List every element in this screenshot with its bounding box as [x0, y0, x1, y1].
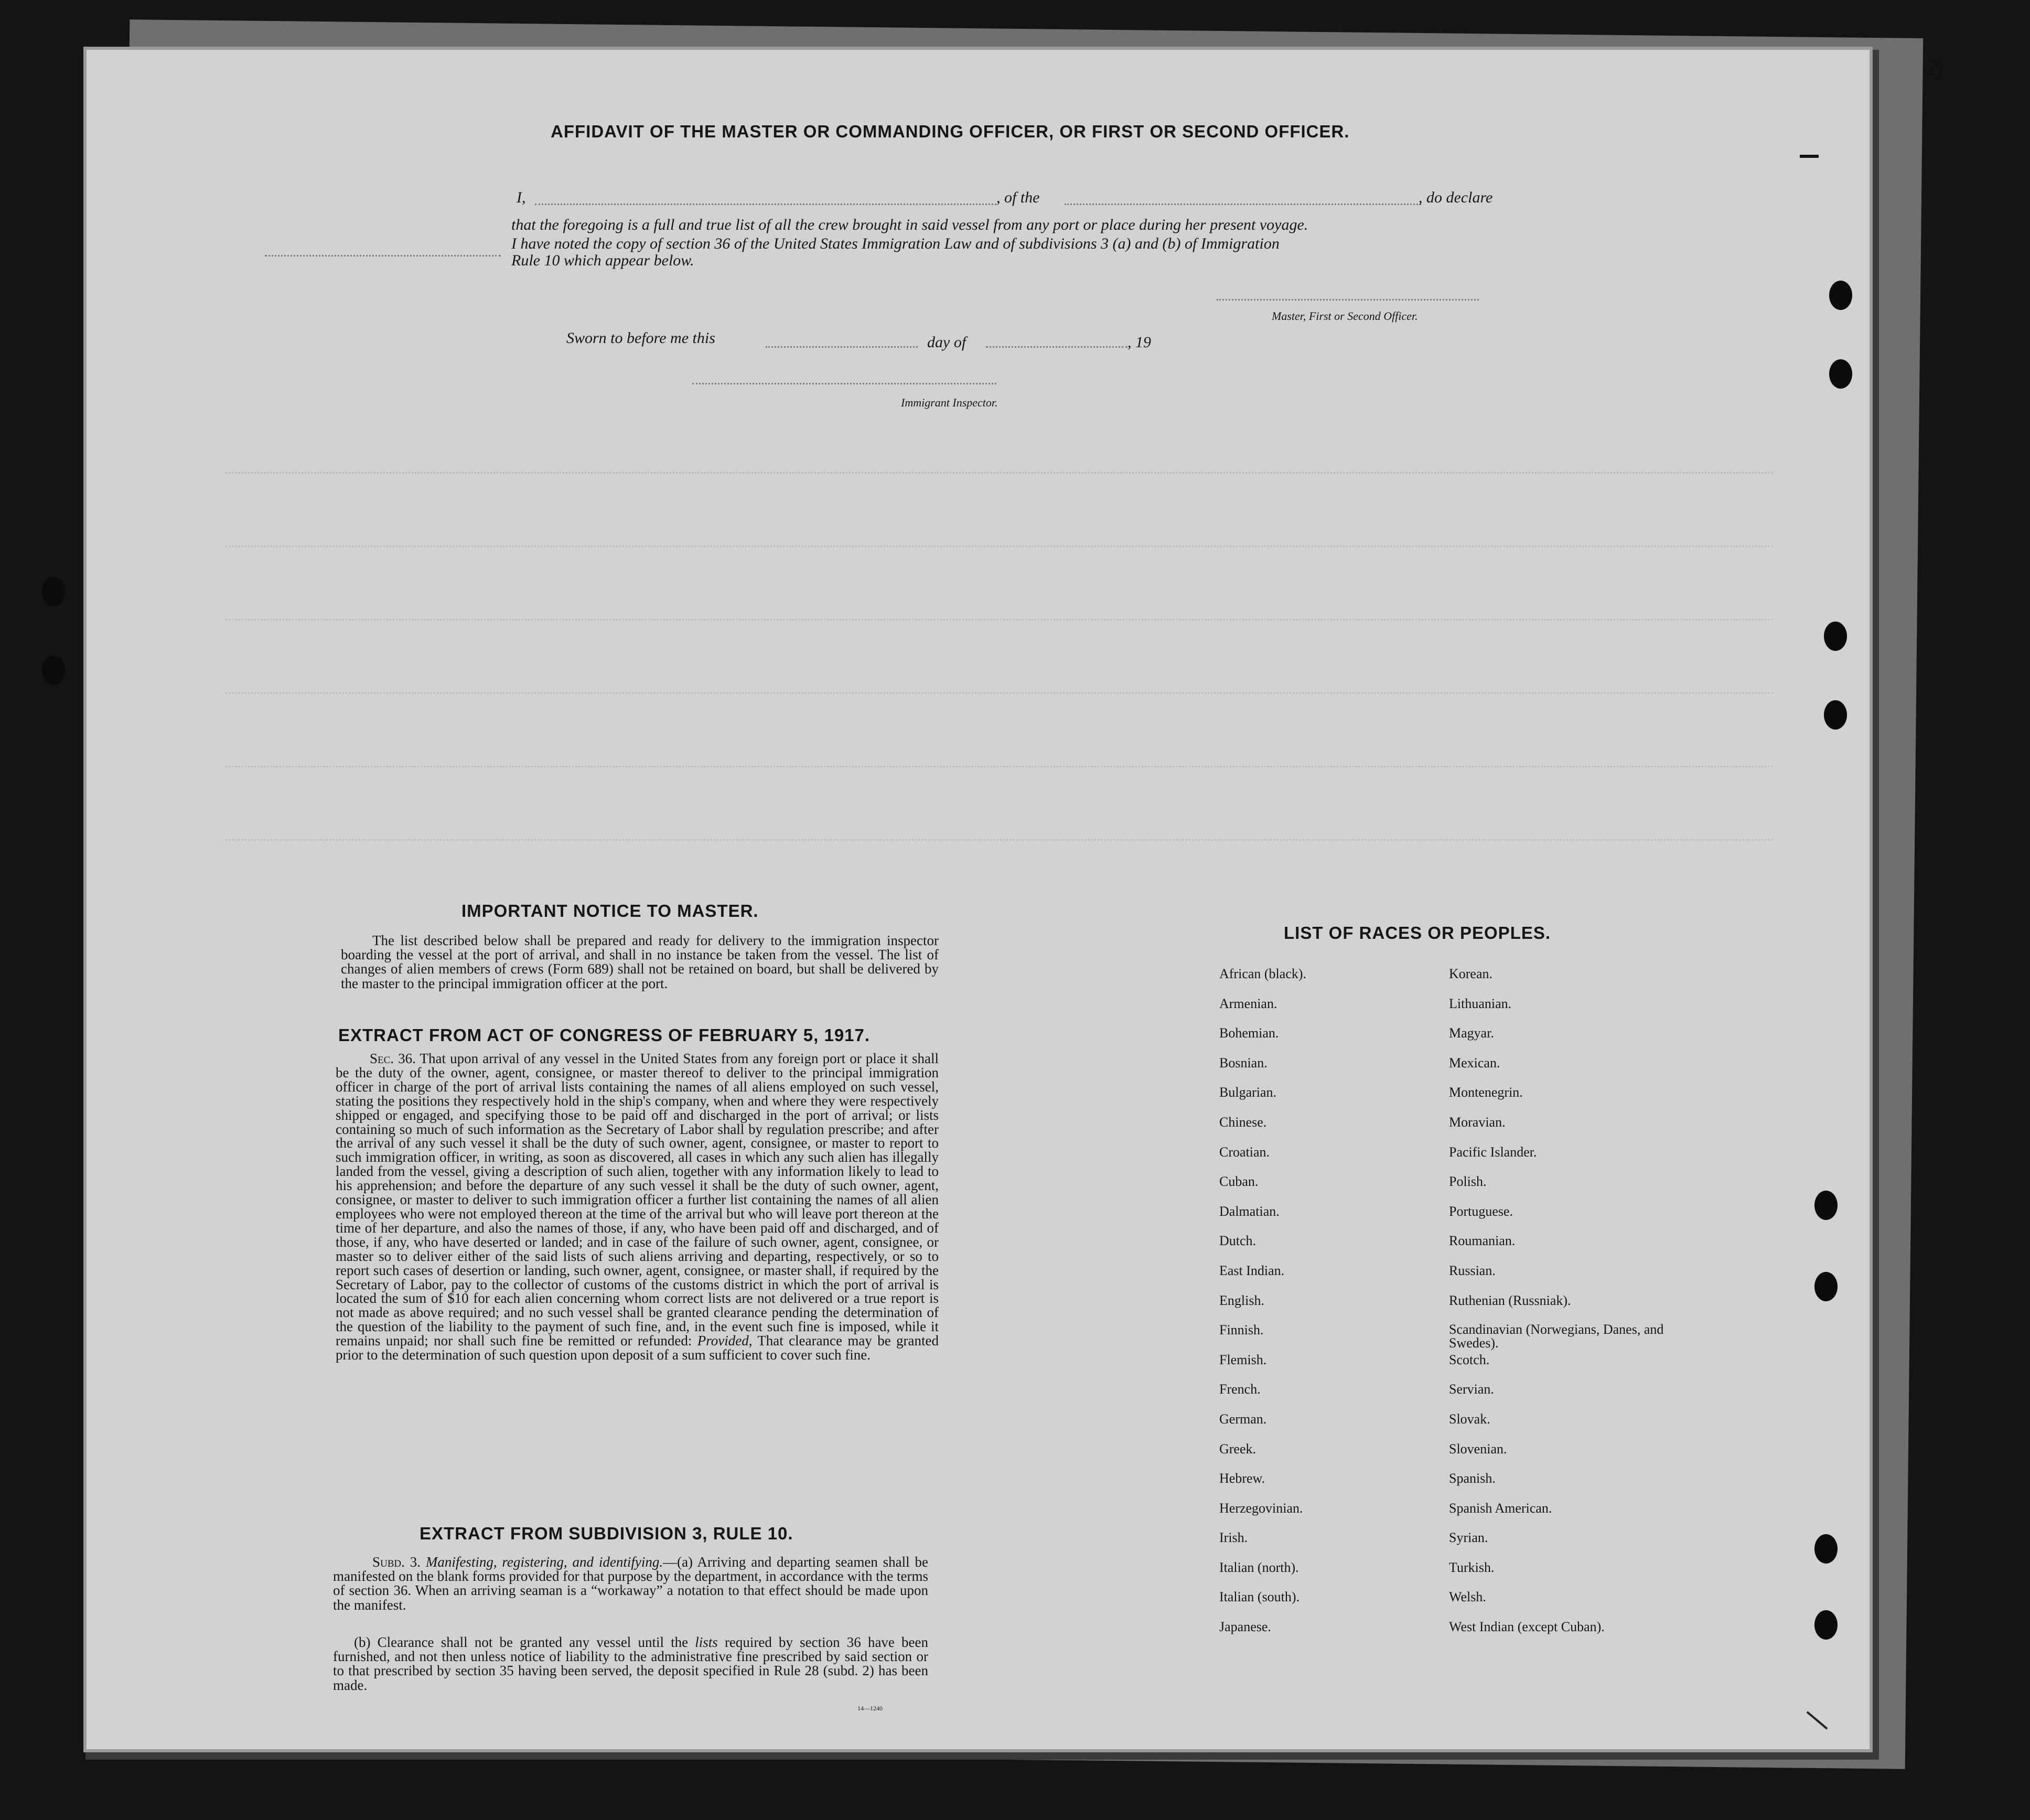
dotted-line [265, 255, 501, 256]
rule-subdivision-label: Subd. 3. [372, 1554, 421, 1570]
rule-para-b-lists: lists [695, 1634, 718, 1650]
binder-hole [1824, 700, 1847, 730]
pen-stroke-mark [1800, 155, 1819, 158]
race-item: West Indian (except Cuban). [1449, 1619, 1605, 1635]
race-item: Scotch. [1449, 1352, 1490, 1367]
rule-para-a [333, 1555, 928, 1612]
race-item: Italian (north). [1219, 1559, 1299, 1575]
race-item: Turkish. [1449, 1559, 1495, 1575]
race-item: Japanese. [1219, 1619, 1271, 1635]
bleed-through-ruling [225, 766, 1773, 767]
race-item: Bulgarian. [1219, 1085, 1277, 1100]
race-item: English. [1219, 1292, 1264, 1308]
race-item: Servian. [1449, 1382, 1494, 1397]
race-item: Syrian. [1449, 1530, 1488, 1546]
race-item: Ruthenian (Russniak). [1449, 1292, 1571, 1308]
bleed-through-ruling [225, 472, 1773, 474]
of-the-label: , of the [996, 189, 1040, 206]
binder-hole [1829, 281, 1852, 310]
rule-para-b-start: (b) Clearance shall not be granted any vessel until the [354, 1634, 689, 1650]
master-signature-line [1217, 299, 1479, 301]
inspector-signature-line [692, 383, 996, 384]
binder-hole [42, 656, 65, 685]
race-item: Lithuanian. [1449, 995, 1512, 1011]
day-of-label: day of [927, 334, 966, 351]
affiant-label: I, [517, 189, 526, 206]
race-item: Moravian. [1449, 1114, 1506, 1130]
bleed-through-ruling [225, 692, 1773, 694]
race-item: Bosnian. [1219, 1055, 1268, 1070]
act-provided: Provided, [697, 1333, 753, 1349]
rule-para-a-text: —(a) Arriving and departing seamen shall be manifested on the blank forms provided for that purpose by the department, in accordance with the terms of section 36. When an arriving seaman is a “workaway” a notation to that effect should be made upon the manifest. [333, 1554, 928, 1613]
race-item: Mexican. [1449, 1055, 1500, 1070]
act-section-end: That clearance may be granted prior to the determination of such question upon deposit of a sum sufficient to cover such fine. [336, 1333, 939, 1363]
race-item: Italian (south). [1219, 1589, 1300, 1605]
race-item: Flemish. [1219, 1352, 1267, 1367]
vessel-name-line [1065, 204, 1421, 205]
sworn-label: Sworn to before me this [566, 329, 715, 347]
binder-hole [1824, 622, 1847, 651]
race-item: Roumanian. [1449, 1233, 1516, 1249]
race-item: Armenian. [1219, 995, 1277, 1011]
race-item: Dalmatian. [1219, 1203, 1280, 1219]
affidavit-statement-2: I have noted the copy of section 36 of the United States Immigration Law and of subdivisions 3 (a) and (b) of Immigration [511, 235, 1280, 252]
race-item: Polish. [1449, 1174, 1487, 1190]
race-item: Pacific Islander. [1449, 1144, 1537, 1160]
races-right-column [1449, 967, 1669, 1650]
race-item: Finnish. [1219, 1322, 1264, 1338]
binder-hole [1814, 1191, 1838, 1220]
bleed-through-ruling [225, 839, 1773, 841]
races-left-column [1219, 967, 1306, 1650]
act-section-label: Sec. 36. [370, 1051, 416, 1066]
race-item: Hebrew. [1219, 1471, 1265, 1486]
race-item: African (black). [1219, 966, 1307, 981]
bleed-through-ruling [225, 619, 1773, 620]
race-item: Greek. [1219, 1441, 1256, 1457]
rule-para-b-end: required by section 36 have been furnished, and not then unless notice of liability to the administrative fine prescribed by said section or to that prescribed by section 35 having been served, the deposit specified in Rule 28 (subd. 2) has been made. [333, 1634, 929, 1693]
binder-hole [42, 577, 65, 606]
act-body [336, 1052, 939, 1362]
race-item: Croatian. [1219, 1144, 1270, 1160]
binder-hole [1814, 1272, 1838, 1301]
race-item: Spanish American. [1449, 1500, 1552, 1516]
race-item: Korean. [1449, 966, 1493, 981]
binder-hole [1829, 359, 1852, 389]
act-title: EXTRACT FROM ACT OF CONGRESS OF FEBRUARY 5, 1917. [338, 1025, 871, 1045]
race-item: Irish. [1219, 1530, 1248, 1546]
rule-title: EXTRACT FROM SUBDIVISION 3, RULE 10. [420, 1524, 793, 1543]
race-item: Bohemian. [1219, 1025, 1279, 1041]
race-item: French. [1219, 1382, 1261, 1397]
act-section-text: That upon arrival of any vessel in the United States from any foreign port or place it shall be the duty of the owner, agent, consignee, or master thereof to deliver to the principal immigration officer in charge of the port of arrival lists containing the names of all aliens employed on such vessel, stating the positions they respectively hold in the ship's company, when and where they were respectively shipped or engaged, and specifying those to be paid off and discharged in the port of arrival; or lists containing so much of such information as the Secretary of Labor shall by regulation prescribe; and after the arrival of any such vessel it shall be the duty of such owner, agent, consignee, or master to report to such immigration officer, in writing, as soon as discovered, all cases in which any such alien has illegally landed from the vessel, giving a description of such alien, together with any information likely to lead to his apprehension; and before the departure of any such vessel it shall be the duty of such owner, agent, consignee, or master to deliver to such immigration officer a further list containing the names of all alien employees who were not employed thereon at the time of the arrival but who will leave port thereon at the time of her departure, and also the names of those, if any, who have been paid off and discharged, and of those, if any, who have deserted or landed; and in case of the failure of such owner, agent, consignee, or master so to deliver either of the said lists of such aliens arriving and departing, respectively, or so to report such cases of desertion or landing, such owner, agent, consignee, or master shall, if required by the Secretary of Labor, pay to the collector of customs of the customs district in which the port of arrival is located the sum of $10 for each alien concerning whom correct lists are not delivered or a true report is not made as above required; and no such vessel shall be granted clearance pending the determination of the question of the liability to the payment of such fine, and, in the event such fine is imposed, while it remains unpaid; nor shall such fine be remitted or refunded: [336, 1051, 939, 1349]
affidavit-statement: that the foregoing is a full and true list of all the crew brought in said vessel from any port or place during her present voyage. [511, 216, 1308, 233]
race-item: Slovenian. [1449, 1441, 1507, 1457]
race-item: Portuguese. [1449, 1203, 1513, 1219]
sworn-day-line [766, 346, 918, 348]
rule-subdivision-heading: Manifesting, registering, and identifying. [425, 1554, 663, 1570]
race-item: Cuban. [1219, 1174, 1259, 1190]
year-label: , 19 [1127, 334, 1151, 351]
affidavit-statement-3: Rule 10 which appear below. [511, 252, 694, 269]
race-item: Montenegrin. [1449, 1085, 1523, 1100]
race-item: Dutch. [1219, 1233, 1256, 1249]
do-declare-label: , do declare [1419, 189, 1493, 206]
notice-body: The list described below shall be prepared and ready for delivery to the immigration inspector boarding the vessel at the port of arrival, and shall in no instance be taken from the vessel. The list of changes of alien members of crews (Form 689) shall not be retained on board, but shall be delivered by the master to the principal immigration officer at the port. [341, 933, 939, 991]
race-item: Slovak. [1449, 1411, 1490, 1427]
race-item: Welsh. [1449, 1589, 1486, 1605]
binder-hole [1814, 1610, 1838, 1640]
race-item: Russian. [1449, 1262, 1496, 1278]
notice-title: IMPORTANT NOTICE TO MASTER. [461, 901, 759, 920]
race-item: Chinese. [1219, 1114, 1267, 1130]
sworn-month-line [986, 346, 1127, 348]
race-item: Magyar. [1449, 1025, 1494, 1041]
affidavit-heading: AFFIDAVIT OF THE MASTER OR COMMANDING OFFICER, OR FIRST OR SECOND OFFICER. [551, 122, 1350, 141]
rule-para-b [333, 1635, 928, 1693]
race-item: Scandinavian (Norwegians, Danes, and Swedes). [1449, 1322, 1664, 1351]
binder-hole [1814, 1534, 1838, 1564]
race-item: Spanish. [1449, 1471, 1496, 1486]
race-item: East Indian. [1219, 1262, 1285, 1278]
races-title: LIST OF RACES OR PEOPLES. [1284, 923, 1551, 943]
race-item: Herzegovinian. [1219, 1500, 1303, 1516]
race-item: German. [1219, 1411, 1267, 1427]
master-signature-label: Master, First or Second Officer. [1272, 309, 1418, 323]
corner-page-mark: 2) [1926, 57, 1945, 80]
bleed-through-ruling [225, 545, 1773, 547]
affiant-name-line [535, 204, 996, 205]
inspector-label: Immigrant Inspector. [901, 396, 998, 409]
form-number: 14—1240 [857, 1705, 883, 1712]
